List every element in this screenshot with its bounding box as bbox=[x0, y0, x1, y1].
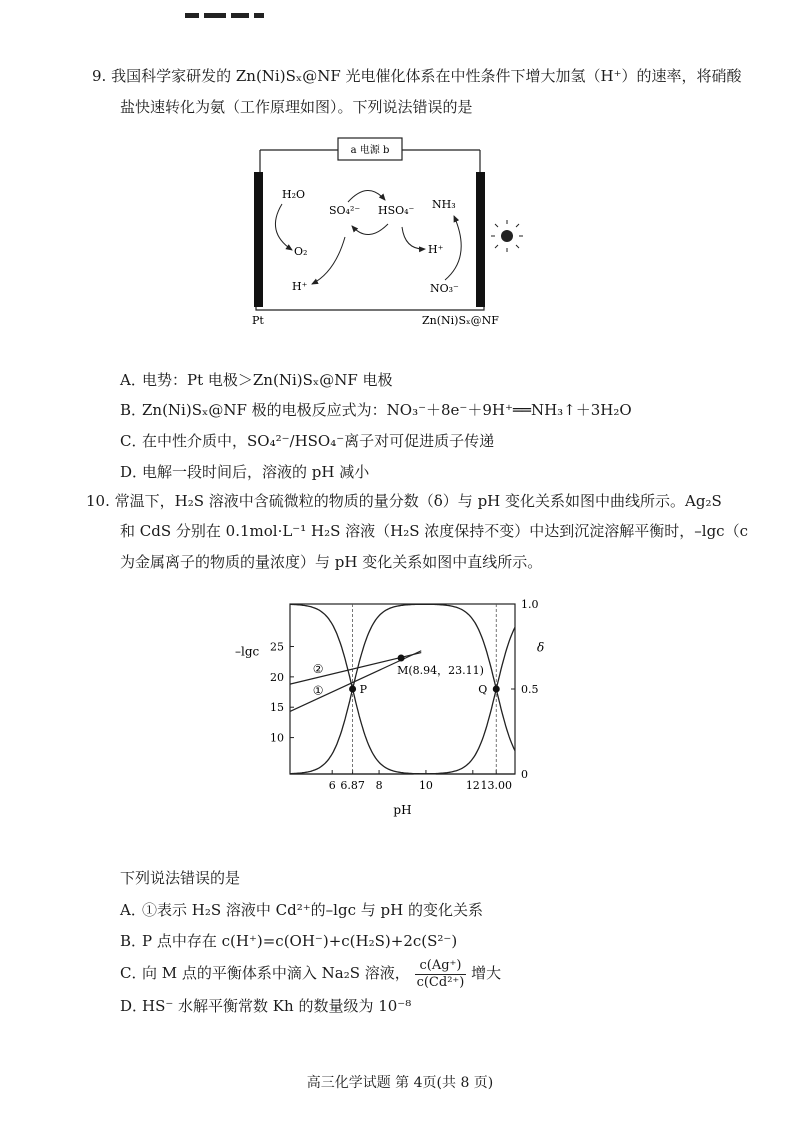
y-left-tick-label: 10 bbox=[270, 731, 284, 745]
q10-chart bbox=[225, 592, 555, 832]
point-m-label: M(8.94，23.11) bbox=[397, 663, 484, 677]
y-right-tick-label: 1.0 bbox=[521, 598, 539, 611]
q10-option-c: C．向 M 点的平衡体系中滴入 Na₂S 溶液， $\frac{c(Ag^+)}{\text{c(Cd²⁺)}}$ 增大 bbox=[120, 957, 502, 990]
s2-delta-curve bbox=[290, 627, 515, 774]
pt-label: Pt bbox=[252, 314, 264, 327]
y-left-tick-label: 15 bbox=[270, 701, 284, 715]
h2o-label: H₂O bbox=[282, 188, 306, 201]
y-right-tick-label: 0.5 bbox=[521, 683, 539, 696]
point-q bbox=[493, 686, 500, 693]
x-tick-label: 8 bbox=[375, 779, 383, 792]
x-axis-title: pH bbox=[393, 803, 412, 817]
nh3-label: NH₃ bbox=[432, 198, 456, 211]
point-q-label: Q bbox=[478, 683, 488, 696]
no3-label: NO₃⁻ bbox=[430, 282, 459, 295]
h-plus-left-label: H⁺ bbox=[292, 280, 308, 293]
q10-option-a: A．①表示 H₂S 溶液中 Cd²⁺的–lgc 与 pH 的变化关系 bbox=[120, 901, 483, 919]
q10-option-d: D．HS⁻ 水解平衡常数 Kh 的数量级为 10⁻⁸ bbox=[120, 997, 412, 1015]
x-tick-label: 10 bbox=[418, 779, 433, 792]
so4-label: SO₄²⁻ bbox=[329, 204, 361, 217]
o2-label: O₂ bbox=[294, 245, 308, 258]
x-tick-label: 6.87 bbox=[340, 779, 365, 792]
q9-diagram bbox=[240, 132, 540, 332]
point-p bbox=[349, 686, 356, 693]
q9-number: 9. bbox=[92, 67, 107, 85]
x-tick-label: 6 bbox=[328, 779, 336, 792]
q9-stem-text1: 我国科学家研发的 Zn(Ni)Sₓ@NF 光电催化体系在中性条件下增大加氢（H⁺）的速率，将硝酸 bbox=[111, 67, 742, 85]
q10-prompt: 下列说法错误的是 bbox=[120, 869, 241, 887]
q9-option-b: B．Zn(Ni)Sₓ@NF 极的电极反应式为：NO₃⁻＋8e⁻＋9H⁺══NH₃↑＋3H₂O bbox=[120, 401, 632, 419]
q9-option-d: D．电解一段时间后，溶液的 pH 减小 bbox=[120, 463, 370, 481]
q10-option-b: B．P 点中存在 c(H⁺)=c(OH⁻)+c(H₂S)+2c(S²⁻) bbox=[120, 932, 458, 950]
h-plus-right-label: H⁺ bbox=[428, 243, 444, 256]
q9-stem-line2: 盐快速转化为氨（工作原理如图）。下列说法错误的是 bbox=[120, 98, 473, 116]
x-tick-label: 12 bbox=[465, 779, 480, 792]
zn-electrode-label: Zn(Ni)Sₓ@NF bbox=[422, 314, 499, 327]
page-footer: 高三化学试题 第 4页(共 8 页) bbox=[306, 1075, 494, 1091]
q9-stem-line1 bbox=[92, 66, 742, 86]
point-m bbox=[398, 654, 405, 661]
y-right-axis-title: δ bbox=[537, 640, 545, 655]
q9-option-c: C．在中性介质中，SO₄²⁻/HSO₄⁻离子对可促进质子传递 bbox=[120, 432, 495, 450]
hso4-label: HSO₄⁻ bbox=[378, 204, 415, 217]
top-scan-marks bbox=[185, 4, 269, 22]
zn-electrode bbox=[476, 172, 485, 307]
q10-stem-text1: 常温下，H₂S 溶液中含硫微粒的物质的量分数（δ）与 pH 变化关系如图中曲线所示。Ag₂S bbox=[114, 492, 722, 510]
q10-stem-line3: 为金属离子的物质的量浓度）与 pH 变化关系如图中直线所示。 bbox=[120, 553, 543, 571]
ag-cd-ratio-fraction: $\frac{c(Ag^+)}{\text{c(Cd²⁺)}}$ bbox=[416, 957, 465, 990]
line-label-2: ② bbox=[312, 662, 324, 677]
power-label: a 电源 b bbox=[350, 145, 390, 156]
point-p-label: P bbox=[359, 683, 367, 696]
q9-option-a: A．电势：Pt 电极＞Zn(Ni)Sₓ@NF 电极 bbox=[120, 371, 393, 389]
y-left-axis-title: –lgc bbox=[235, 644, 260, 659]
line-label-1: ① bbox=[312, 683, 324, 698]
y-right-tick-label: 0 bbox=[521, 768, 528, 781]
pt-electrode bbox=[254, 172, 263, 307]
q10-stem-line1 bbox=[86, 491, 722, 511]
y-left-tick-label: 25 bbox=[270, 640, 284, 654]
sun-icon bbox=[491, 220, 523, 252]
q10-number: 10. bbox=[86, 492, 110, 510]
q10-stem-line2: 和 CdS 分别在 0.1mol·L⁻¹ H₂S 溶液（H₂S 浓度保持不变）中达到沉淀溶解平衡时，–lgc（c bbox=[120, 522, 748, 540]
x-tick-label: 13.00 bbox=[480, 779, 512, 792]
y-left-tick-label: 20 bbox=[270, 670, 284, 684]
